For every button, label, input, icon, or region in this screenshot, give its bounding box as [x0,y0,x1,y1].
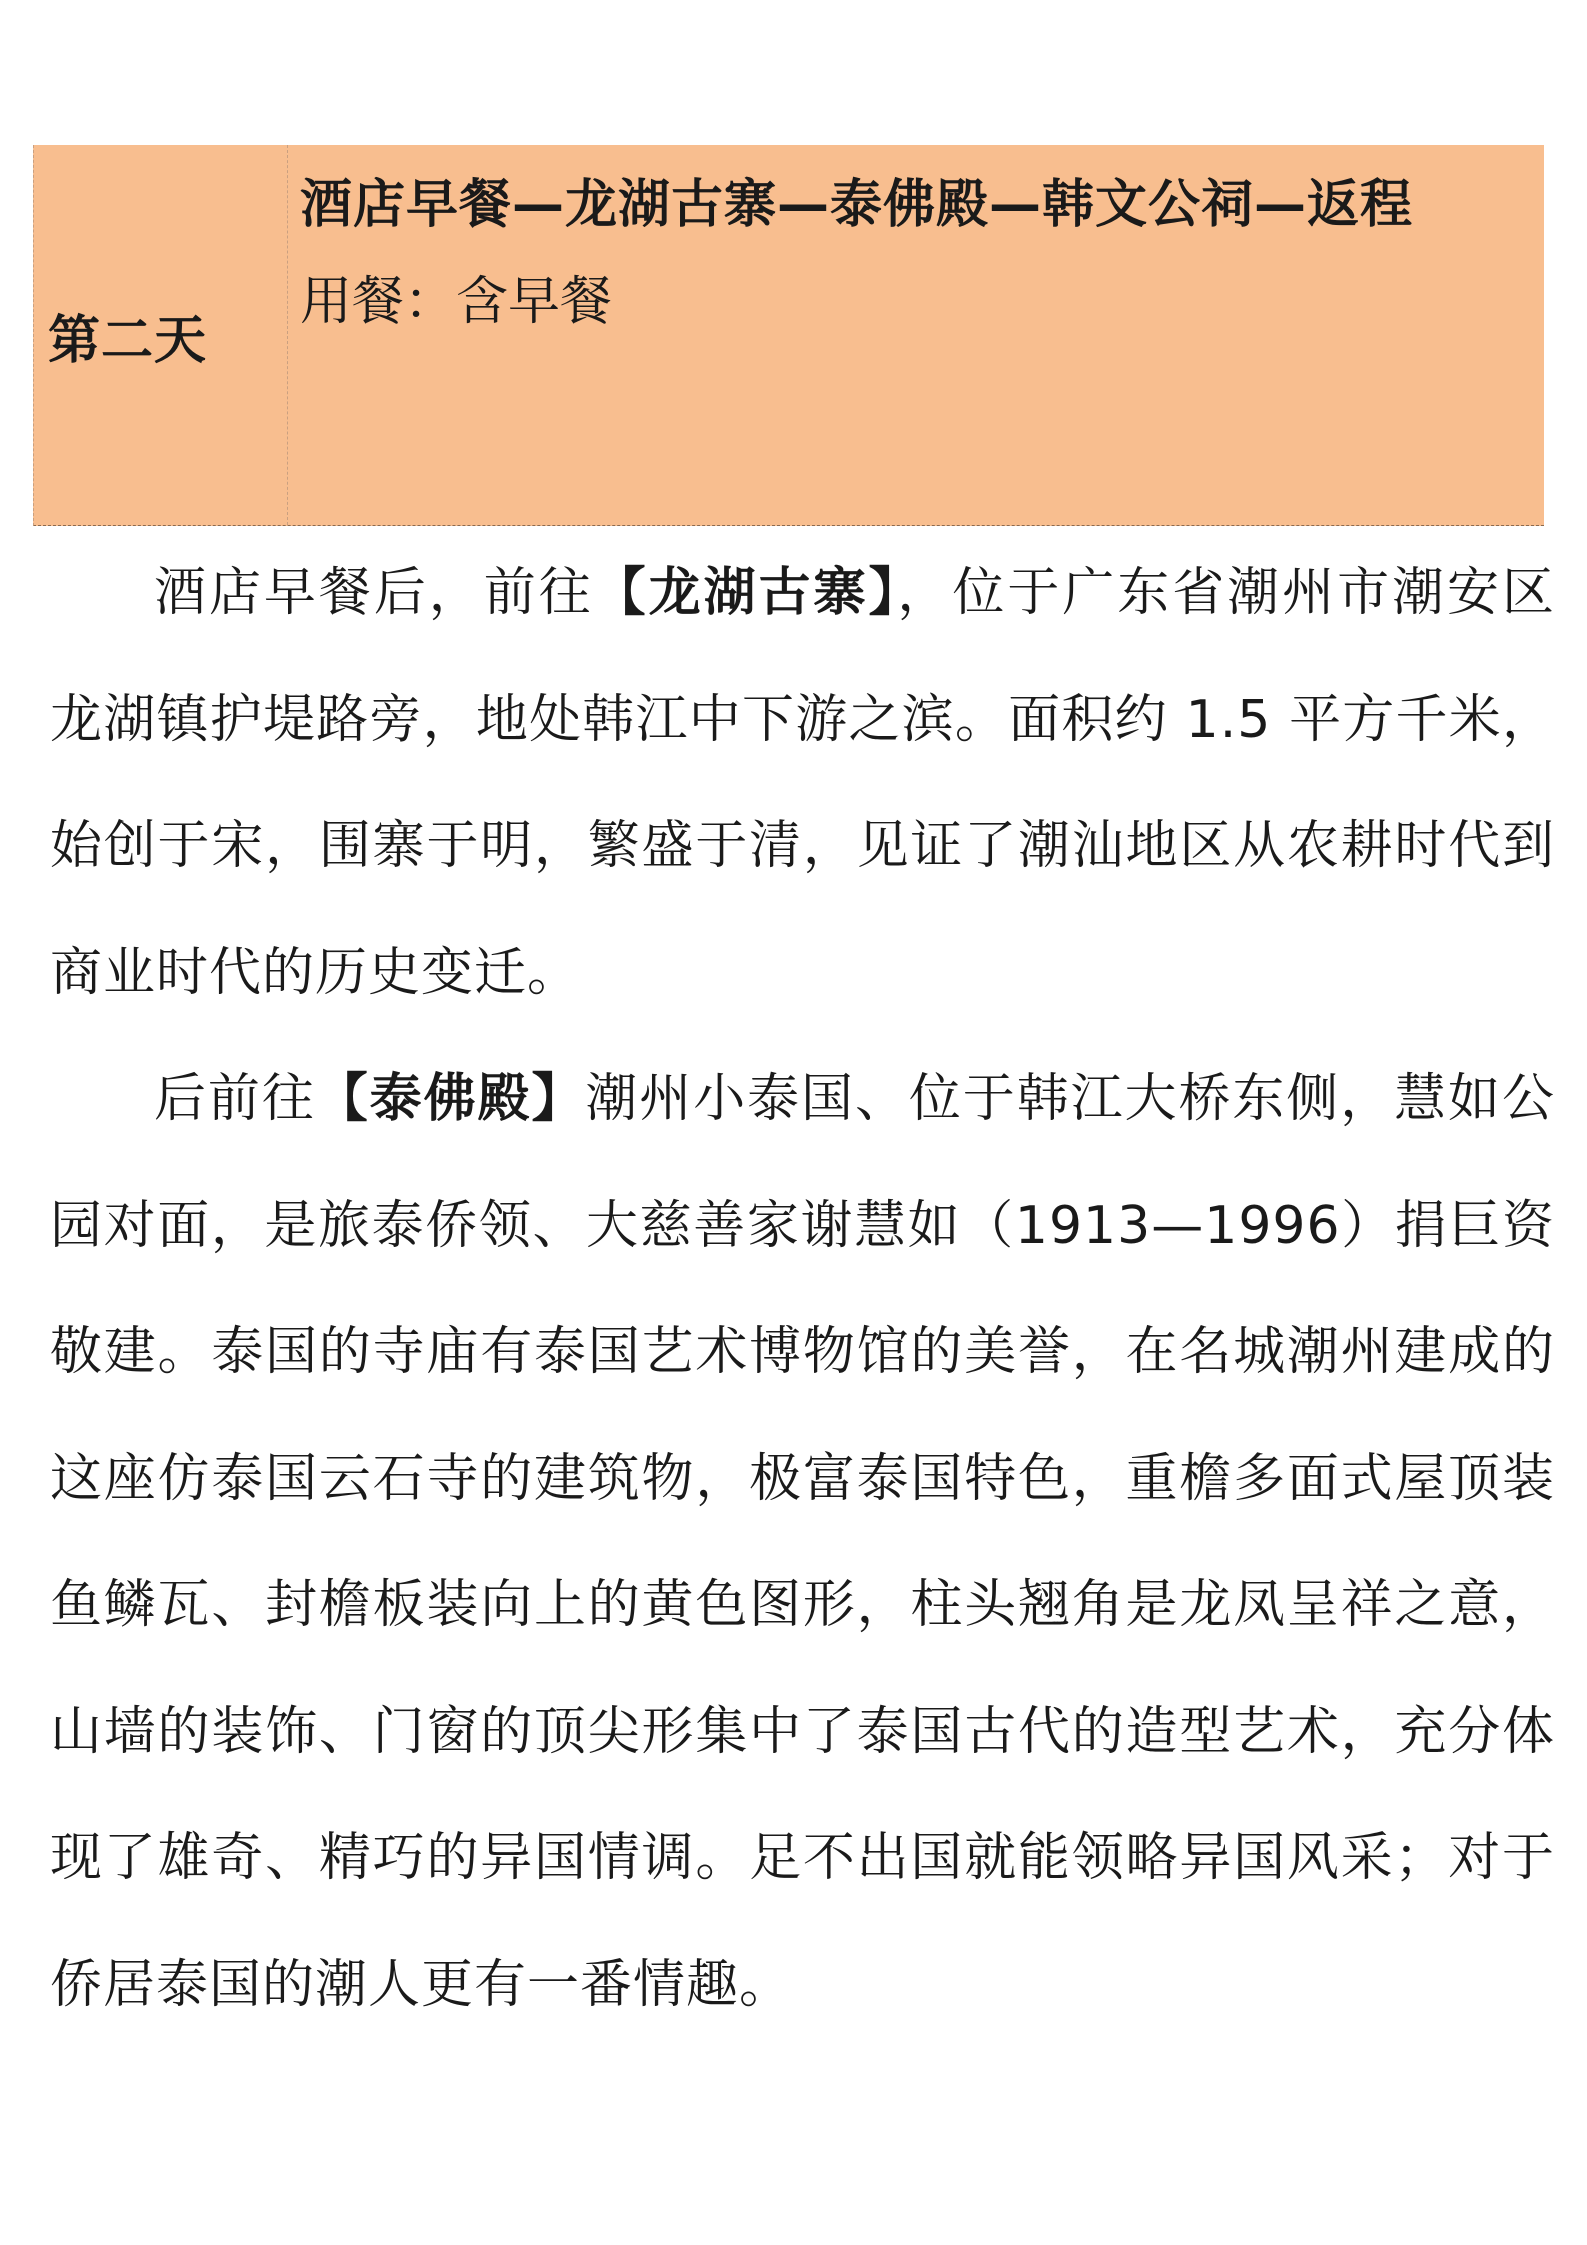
itinerary-description [50,530,1555,2048]
day-header-table [33,145,1544,526]
day-label-cell [34,145,288,525]
paragraph-thai-buddha-hall [50,1036,1555,2048]
attraction-name: 【龙湖古寨】 [593,563,898,623]
attraction-name: 【泰佛殿】 [315,1069,586,1129]
meals-info: 用餐：含早餐 [300,272,613,332]
route-cell [288,145,1544,525]
day-label: 第二天 [48,310,208,371]
paragraph-text: 潮州小泰国、位于韩江大桥东侧，慧如公园对面，是旅泰侨领、大慈善家谢慧如（1913—1996）捐巨资敬建。泰国的寺庙有泰国艺术博物馆的美誉，在名城潮州建成的这座仿泰国云石寺的建筑物，极富泰国特色，重檐多面式屋顶装鱼鳞瓦、封檐板装向上的黄色图形，柱头翘角是龙凤呈祥之意，山墙的装饰、门窗的顶尖形集中了泰国古代的造型艺术，充分体现了雄奇、精巧的异国情调。足不出国就能领略异国风采；对于侨居泰国的潮人更有一番情趣。 [50,1069,1555,2015]
paragraph-text: ，位于广东省潮州市潮安区龙湖镇护堤路旁，地处韩江中下游之滨。面积约 1.5 平方千米，始创于宋，围寨于明，繁盛于清，见证了潮汕地区从农耕时代到商业时代的历史变迁。 [50,563,1555,1003]
route-title: 酒店早餐—龙湖古寨—泰佛殿—韩文公祠—返程 [300,175,1414,235]
paragraph-text: 后前往 [154,1069,316,1129]
paragraph-longhu-ancient-village [50,530,1555,1036]
paragraph-text: 酒店早餐后，前往 [154,563,594,623]
